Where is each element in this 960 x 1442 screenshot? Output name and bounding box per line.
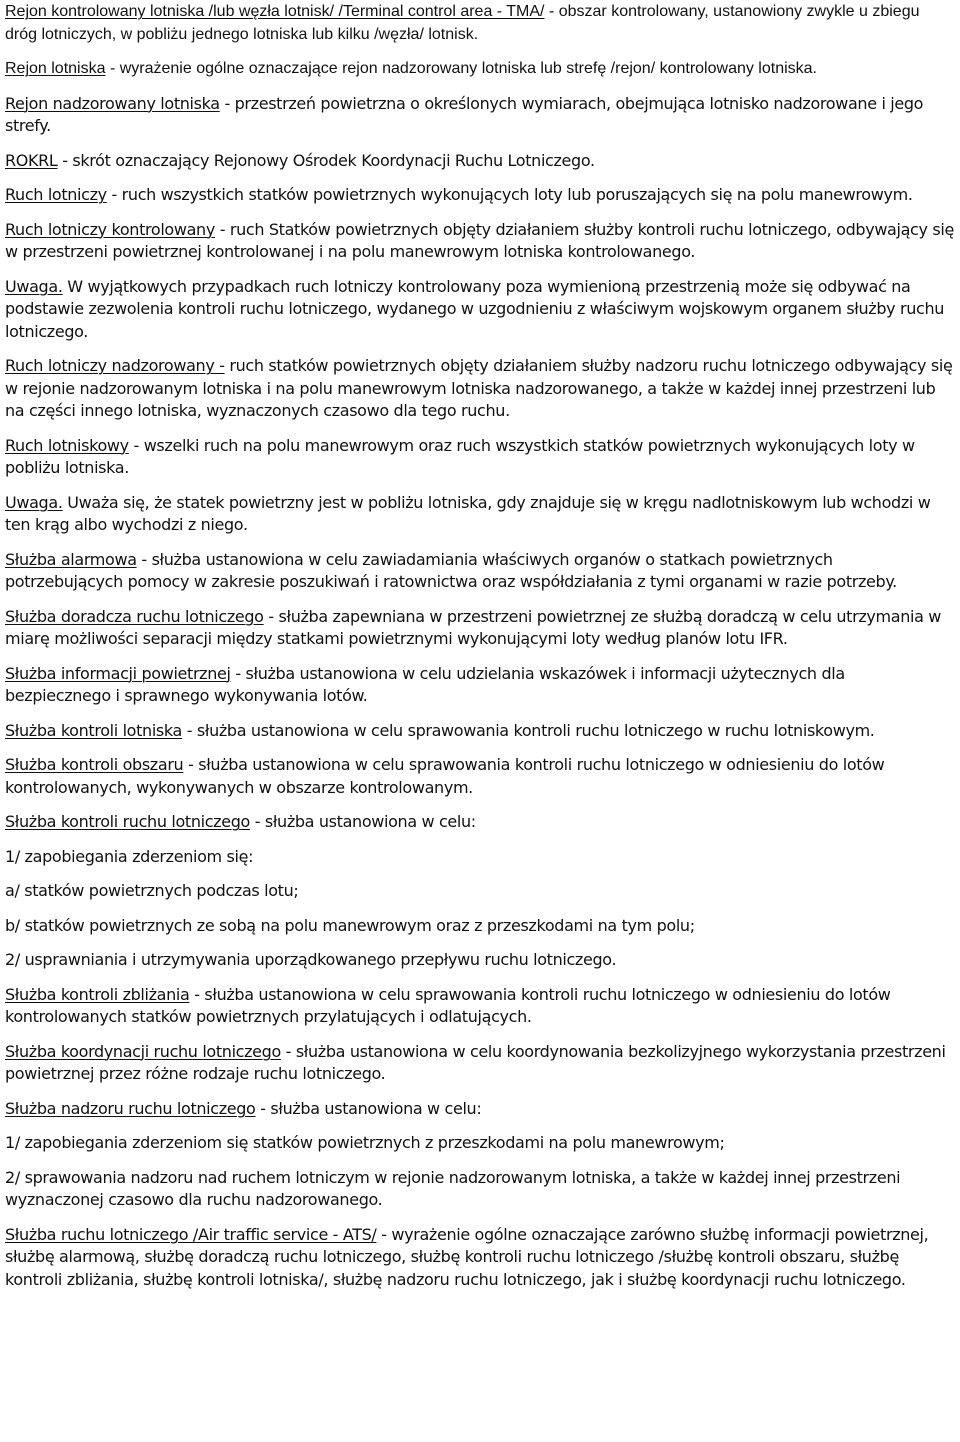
term-ruch-nadzorowany: Ruch lotniczy nadzorowany - (5, 356, 225, 375)
list-item-text: b/ statków powietrznych ze sobą na polu manewrowym oraz z przeszkodami na tym polu; (5, 915, 695, 935)
definition-text: - obszar kontrolowany, ustanowiony zwykle u zbiegu dróg lotniczych, w pobliżu jednego lotniska lub kilku /węzła/ lotnisk. (5, 3, 920, 43)
definition-text: - służba ustanowiona w celu koordynowania bezkolizyjnego wykorzystania przestrzeni powietrznej przez różne rodzaje ruchu lotniczego. (5, 1041, 946, 1083)
list-item (5, 1167, 954, 1212)
definition-text: - wszelki ruch na polu manewrowym oraz ruch wszystkich statków powietrznych wykonujących loty w pobliżu lotniska. (5, 435, 915, 477)
definition-sluzba-informacji (5, 663, 954, 708)
definition-text: - służba ustanowiona w celu: (249, 812, 476, 831)
definition-sluzba-nadzoru (5, 1098, 954, 1121)
definition-text: - ruch wszystkich statków powietrznych wykonujących loty lub poruszających się na polu manewrowym. (106, 185, 913, 204)
list-item (5, 846, 954, 869)
definition-text: - służba ustanowiona w celu zawiadamiania właściwych organów o statkach powietrznych potrzebujących pomocy w zakresie poszukiwań i ratownictwa oraz współdziałania z tymi organami w razie potrzeby. (5, 549, 897, 591)
term-uwaga: Uwaga. (5, 276, 63, 296)
note-text: Uważa się, że statek powietrzny jest w pobliżu lotniska, gdy znajduje się w kręgu nadlotniskowym lub wchodzi w ten krąg albo wychodzi z niego. (5, 492, 931, 534)
definition-rejon-lotniska (5, 58, 954, 81)
definition-ruch-lotniczy (5, 184, 954, 207)
definition-sluzba-doradcza (5, 606, 954, 651)
definition-sluzba-kontroli-lotniska (5, 720, 954, 743)
definition-sluzba-kontroli-obszaru (5, 754, 954, 799)
list-item-text: 2/ sprawowania nadzoru nad ruchem lotniczym w rejonie nadzorowanym lotniska, a także w każdej innej przestrzeni wyznaczonej czasowo dla ruchu nadzorowanego. (5, 1167, 901, 1209)
definition-text: - służba ustanowiona w celu sprawowania kontroli ruchu lotniczego w odniesieniu do lotów kontrolowanych, wykonywanych w obszarze kontrolowanym. (5, 755, 885, 797)
term-sluzba-kontroli-obszaru: Służba kontroli obszaru (5, 755, 184, 774)
list-item (5, 915, 954, 938)
term-sluzba-kontroli-ruchu: Służba kontroli ruchu lotniczego (5, 812, 250, 831)
definition-sluzba-alarmowa (5, 549, 954, 594)
definition-sluzba-kontroli-ruchu (5, 811, 954, 834)
definition-sluzba-ruchu-ats (5, 1224, 954, 1292)
list-item (5, 1132, 954, 1155)
definition-text: - służba ustanowiona w celu: (255, 1098, 482, 1118)
definition-rejon-nadzorowany (5, 93, 954, 138)
term-sluzba-ruchu-ats: Służba ruchu lotniczego /Air traffic service - ATS/ (5, 1224, 377, 1244)
term-sluzba-koordynacji: Służba koordynacji ruchu lotniczego (5, 1041, 281, 1061)
term-sluzba-doradcza: Służba doradcza ruchu lotniczego (5, 606, 264, 626)
definition-text: - wyrażenie ogólne oznaczające rejon nadzorowany lotniska lub strefę /rejon/ kontrolowany lotniska. (105, 60, 817, 77)
list-item-text: 2/ usprawniania i utrzymywania uporządkowanego przepływu ruchu lotniczego. (5, 950, 617, 969)
term-ruch-lotniskowy: Ruch lotniskowy (5, 435, 129, 455)
term-sluzba-alarmowa: Służba alarmowa (5, 549, 137, 569)
list-item-text: 1/ zapobiegania zderzeniom się: (5, 846, 254, 866)
definition-sluzba-kontroli-zblizania (5, 984, 954, 1029)
term-sluzba-kontroli-lotniska: Służba kontroli lotniska (5, 720, 182, 740)
definition-text: - służba ustanowiona w celu udzielania wskazówek i informacji użytecznych dla bezpiecznego i sprawnego wykonywania lotów. (5, 663, 845, 705)
term-sluzba-informacji: Służba informacji powietrznej (5, 663, 231, 683)
definition-ruch-nadzorowany (5, 355, 954, 423)
definition-tma (5, 1, 954, 46)
definition-text: ruch statków powietrznych objęty działaniem służby nadzoru ruchu lotniczego odbywający się w rejonie nadzorowanym lotniska i na polu manewrowym lotniska nadzorowanego, a także w każdej innej przestrzeni lub na części innego lotniska, wyznaczonych czasowo dla tego ruchu. (5, 356, 953, 420)
list-item-text: 1/ zapobiegania zderzeniom się statków powietrznych z przeszkodami na polu manewrowym; (5, 1133, 725, 1152)
term-sluzba-nadzoru: Służba nadzoru ruchu lotniczego (5, 1098, 256, 1118)
definition-text: - skrót oznaczający Rejonowy Ośrodek Koordynacji Ruchu Lotniczego. (57, 150, 595, 170)
term-sluzba-kontroli-zblizania: Służba kontroli zbliżania (5, 984, 190, 1004)
term-ruch-lotniczy: Ruch lotniczy (5, 185, 107, 204)
list-item (5, 880, 954, 903)
definition-ruch-lotniskowy (5, 435, 954, 480)
term-rokrl: ROKRL (5, 150, 58, 170)
term-rejon-lotniska: Rejon lotniska (5, 60, 106, 77)
note-ruch-kontrolowany (5, 276, 954, 344)
list-item-text: a/ statków powietrznych podczas lotu; (5, 881, 299, 900)
definition-text: - służba ustanowiona w celu sprawowania kontroli ruchu lotniczego w odniesieniu do lotów kontrolowanych statków powietrznych przylatujących i odlatujących. (5, 984, 891, 1026)
definition-text: - ruch Statków powietrznych objęty działaniem służby kontroli ruchu lotniczego, odbywający się w przestrzeni powietrznej kontrolowanej i na polu manewrowym lotniska kontrolowanego. (5, 219, 954, 261)
definition-rokrl (5, 150, 954, 173)
definition-ruch-kontrolowany (5, 219, 954, 264)
note-text: W wyjątkowych przypadkach ruch lotniczy kontrolowany poza wymienioną przestrzenią może się odbywać na podstawie zezwolenia kontroli ruchu lotniczego, wydanego w uzgodnieniu z właściwym wojskowym organem służby ruchu lotniczego. (5, 276, 945, 341)
definition-text: - przestrzeń powietrzna o określonych wymiarach, obejmująca lotnisko nadzorowane i jego strefy. (5, 93, 924, 135)
term-rejon-nadzorowany: Rejon nadzorowany lotniska (5, 93, 220, 113)
definition-text: - służba zapewniana w przestrzeni powietrznej ze służbą doradczą w celu utrzymania w miarę możliwości separacji między statkami powietrznymi wykonującymi loty według planów lotu IFR. (5, 606, 942, 648)
list-item (5, 949, 954, 972)
definition-sluzba-koordynacji (5, 1041, 954, 1086)
definition-text: - służba ustanowiona w celu sprawowania kontroli ruchu lotniczego w ruchu lotniskowym. (182, 720, 875, 740)
note-ruch-lotniskowy (5, 492, 954, 537)
term-tma: Rejon kontrolowany lotniska /lub węzła lotnisk/ /Terminal control area - TMA/ (5, 3, 545, 20)
term-ruch-kontrolowany: Ruch lotniczy kontrolowany (5, 219, 215, 239)
term-uwaga: Uwaga. (5, 492, 63, 512)
definition-text: - wyrażenie ogólne oznaczające zarówno służbę informacji powietrznej, służbę alarmową, służbę doradczą ruchu lotniczego, służbę kontroli ruchu lotniczego /służbę kontroli obszaru, służbę kontroli zbliżania, służbę kontroli lotniska/, służbę nadzoru ruchu lotniczego, jak i służbę koordynacji ruchu lotniczego. (5, 1224, 929, 1289)
